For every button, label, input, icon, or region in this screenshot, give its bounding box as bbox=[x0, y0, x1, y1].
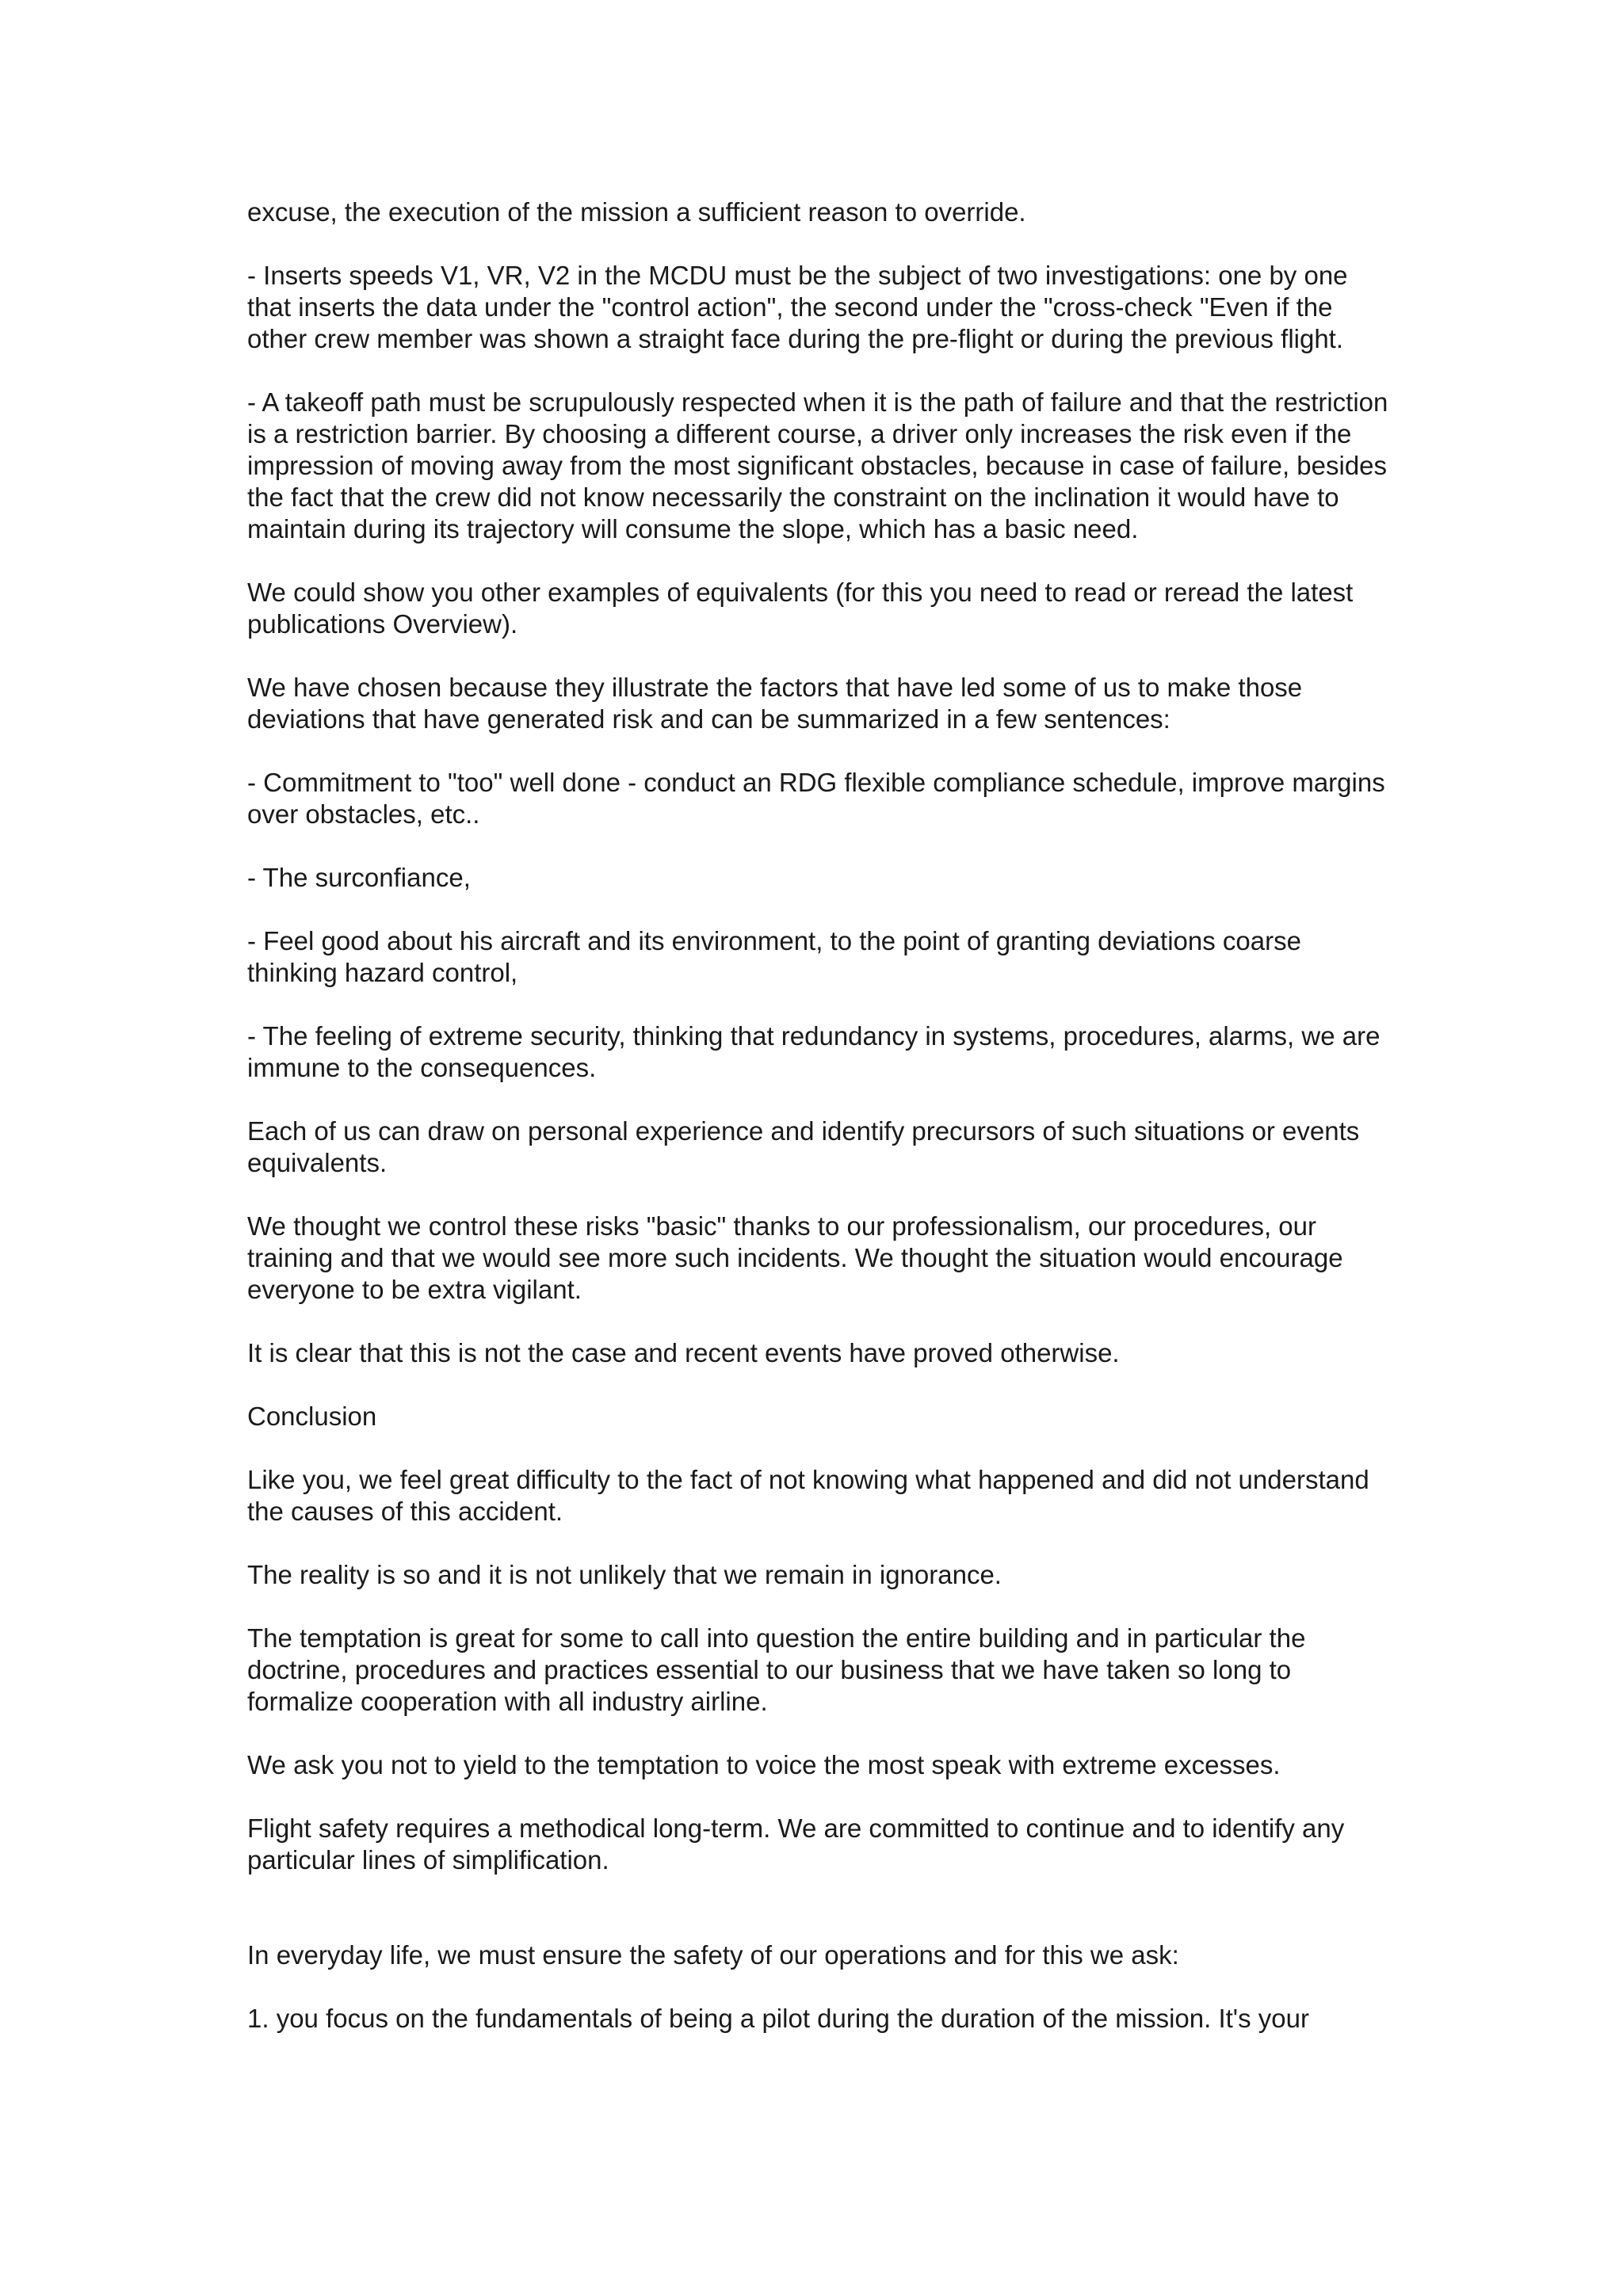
paragraph-everyday-life: In everyday life, we must ensure the safety of our operations and for this we ask: bbox=[247, 1940, 1179, 1970]
paragraph-control-risks: We thought we control these risks "basic" thanks to our professionalism, our procedures, our training and that we would see more such incidents. We thought the situation would encourage everyone to be extra vigilant. bbox=[247, 1211, 1343, 1304]
paragraph-difficulty: Like you, we feel great difficulty to the fact of not knowing what happened and did not understand the causes of this accident. bbox=[247, 1465, 1369, 1526]
paragraph-feel-good: - Feel good about his aircraft and its environment, to the point of granting deviations coarse thinking hazard control, bbox=[247, 926, 1301, 987]
paragraph-surconfiance: - The surconfiance, bbox=[247, 863, 471, 892]
paragraph-inserts-speeds: - Inserts speeds V1, VR, V2 in the MCDU must be the subject of two investigations: one by one that inserts the data under the "control action", the second under the "cross-check "Even if the other crew member was shown a straight face during the pre-flight or during the previous flight. bbox=[247, 261, 1348, 353]
paragraph-factors-summary: We have chosen because they illustrate the factors that have led some of us to make those deviations that have generated risk and can be summarized in a few sentences: bbox=[247, 673, 1303, 734]
paragraph-personal-experience: Each of us can draw on personal experience and identify precursors of such situations or events equivalents. bbox=[247, 1116, 1360, 1177]
document-body bbox=[247, 196, 1388, 2066]
paragraph-flight-safety: Flight safety requires a methodical long-term. We are committed to continue and to identify any particular lines of simplification. bbox=[247, 1814, 1345, 1875]
paragraph-override-excuse: excuse, the execution of the mission a sufficient reason to override. bbox=[247, 197, 1026, 227]
section-heading-conclusion: Conclusion bbox=[247, 1402, 377, 1431]
paragraph-other-examples: We could show you other examples of equivalents (for this you need to read or reread the latest publications Overview). bbox=[247, 578, 1354, 639]
paragraph-reality: The reality is so and it is not unlikely that we remain in ignorance. bbox=[247, 1560, 1002, 1589]
paragraph-commitment: - Commitment to "too" well done - conduct an RDG flexible compliance schedule, improve margins over obstacles, etc.. bbox=[247, 768, 1385, 829]
paragraph-not-the-case: It is clear that this is not the case and recent events have proved otherwise. bbox=[247, 1338, 1120, 1367]
paragraph-extreme-security: - The feeling of extreme security, thinking that redundancy in systems, procedures, alarms, we are immune to the consequences. bbox=[247, 1021, 1381, 1082]
paragraph-temptation: The temptation is great for some to call into question the entire building and in particular the doctrine, procedures and practices essential to our business that we have taken so long to formalize cooperation with all industry airline. bbox=[247, 1623, 1306, 1716]
paragraph-takeoff-path: - A takeoff path must be scrupulously respected when it is the path of failure and that the restriction is a restriction barrier. By choosing a different course, a driver only increases the risk even if the impression of moving away from the most significant obstacles, because in case of failure, besides the fact that the crew did not know necessarily the constraint on the inclination it would have to maintain during its trajectory will consume the slope, which has a basic need. bbox=[247, 387, 1388, 543]
list-item-fundamentals: 1. you focus on the fundamentals of being a pilot during the duration of the mission. It's your bbox=[247, 2004, 1309, 2033]
paragraph-do-not-yield: We ask you not to yield to the temptation to voice the most speak with extreme excesses. bbox=[247, 1750, 1281, 1779]
